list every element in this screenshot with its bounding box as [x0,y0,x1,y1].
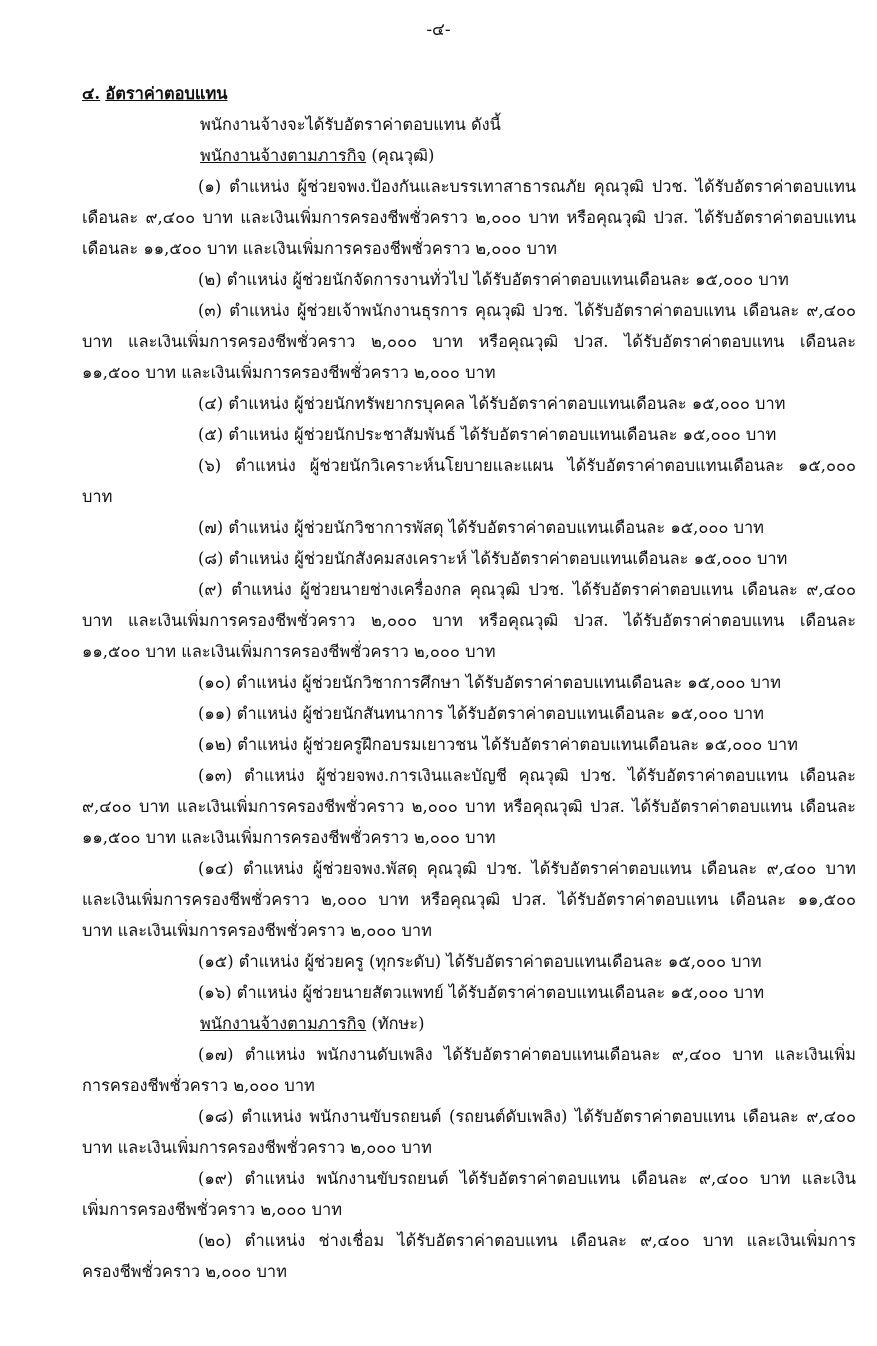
list-item [82,419,856,450]
list-item [82,543,856,574]
item-line: ครองชีพชั่วคราว ๒,๐๐๐ บาท [82,1262,287,1281]
list-item [82,512,856,543]
list-item [82,667,856,698]
list-item [82,977,856,1008]
list-item [82,295,856,388]
item-line: เพิ่มการครองชีพชั่วคราว ๒,๐๐๐ บาท [82,1200,343,1219]
list-item [82,388,856,419]
section-number: ๔. [82,84,101,103]
section-title: อัตราค่าตอบแทน [105,84,228,103]
item-line: บาท และเงินเพิ่มการครองชีพชั่วคราว ๒,๐๐๐ บาท หรือคุณวุฒิ ปวส. ได้รับอัตราค่าตอบแทน เดือนละ [82,611,856,630]
item-line: (๑๘) ตำแหน่ง พนักงานขับรถยนต์ (รถยนต์ดับเพลิง) ได้รับอัตราค่าตอบแทน เดือนละ ๙,๔๐๐ [198,1107,856,1126]
item-line: (๑) ตำแหน่ง ผู้ช่วยจพง.ป้องกันและบรรเทาสาธารณภัย คุณวุฒิ ปวช. ได้รับอัตราค่าตอบแทน [198,177,856,196]
item-line: (๒๐) ตำแหน่ง ช่างเชื่อม ได้รับอัตราค่าตอบแทน เดือนละ ๙,๔๐๐ บาท และเงินเพิ่มการ [198,1231,856,1250]
item-line: (๑๕) ตำแหน่ง ผู้ช่วยครู (ทุกระดับ) ได้รับอัตราค่าตอบแทนเดือนละ ๑๕,๐๐๐ บาท [198,952,762,971]
group-title: พนักงานจ้างตามภารกิจ [200,146,367,165]
item-line: (๑๙) ตำแหน่ง พนักงานขับรถยนต์ ได้รับอัตราค่าตอบแทน เดือนละ ๙,๔๐๐ บาท และเงิน [198,1169,856,1188]
list-item [82,946,856,977]
item-line: และเงินเพิ่มการครองชีพชั่วคราว ๒,๐๐๐ บาท หรือคุณวุฒิ ปวส. ได้รับอัตราค่าตอบแทน เดือนละ ๑๑,๕๐๐ [82,890,856,909]
group-title: พนักงานจ้างตามภารกิจ [200,1014,367,1033]
list-item [82,1225,856,1287]
item-line: (๑๒) ตำแหน่ง ผู้ช่วยครูฝึกอบรมเยาวชน ได้รับอัตราค่าตอบแทนเดือนละ ๑๕,๐๐๐ บาท [198,735,798,754]
list-item [82,574,856,667]
item-line: บาท [82,487,113,506]
document-body [82,78,856,1287]
page-number: -๔- [426,20,451,40]
item-line: ๙,๔๐๐ บาท และเงินเพิ่มการครองชีพชั่วคราว ๒,๐๐๐ บาท หรือคุณวุฒิ ปวส. ได้รับอัตราค่าตอบแทน เดือนละ [82,797,856,816]
item-line: (๕) ตำแหน่ง ผู้ช่วยนักประชาสัมพันธ์ ได้รับอัตราค่าตอบแทนเดือนละ ๑๕,๐๐๐ บาท [198,425,777,444]
item-line: (๓) ตำแหน่ง ผู้ช่วยเจ้าพนักงานธุรการ คุณวุฒิ ปวช. ได้รับอัตราค่าตอบแทน เดือนละ ๙,๔๐๐ [198,301,856,320]
item-line: (๑๐) ตำแหน่ง ผู้ช่วยนักวิชาการศึกษา ได้รับอัตราค่าตอบแทนเดือนละ ๑๕,๐๐๐ บาท [198,673,781,692]
list-item [82,729,856,760]
item-line: ๑๑,๕๐๐ บาท และเงินเพิ่มการครองชีพชั่วคราว ๒,๐๐๐ บาท [82,642,496,661]
item-line: (๘) ตำแหน่ง ผู้ช่วยนักสังคมสงเคราะห์ ได้รับอัตราค่าตอบแทนเดือนละ ๑๕,๐๐๐ บาท [198,549,788,568]
list-item [82,264,856,295]
item-line: บาท และเงินเพิ่มการครองชีพชั่วคราว ๒,๐๐๐ บาท [82,1138,432,1157]
item-list-qualification [82,171,856,1008]
item-line: เดือนละ ๑๑,๕๐๐ บาท และเงินเพิ่มการครองชีพชั่วคราว ๒,๐๐๐ บาท [82,239,557,258]
intro-text: พนักงานจ้างจะได้รับอัตราค่าตอบแทน ดังนี้ [200,115,501,134]
group-suffix: (คุณวุฒิ) [366,146,435,165]
item-line: (๑๖) ตำแหน่ง ผู้ช่วยนายสัตวแพทย์ ได้รับอัตราค่าตอบแทนเดือนละ ๑๕,๐๐๐ บาท [198,983,765,1002]
item-line: ๑๑,๕๐๐ บาท และเงินเพิ่มการครองชีพชั่วคราว ๒,๐๐๐ บาท [82,828,496,847]
list-item [82,1163,856,1225]
item-line: (๙) ตำแหน่ง ผู้ช่วยนายช่างเครื่องกล คุณวุฒิ ปวช. ได้รับอัตราค่าตอบแทน เดือนละ ๙,๔๐๐ [198,580,856,599]
list-item [82,1039,856,1101]
list-item [82,698,856,729]
list-item [82,853,856,946]
list-item [82,1101,856,1163]
group-heading-qualification [82,140,856,171]
item-list-skill [82,1039,856,1287]
section-heading [82,78,856,109]
item-line: (๑๗) ตำแหน่ง พนักงานดับเพลิง ได้รับอัตราค่าตอบแทนเดือนละ ๙,๔๐๐ บาท และเงินเพิ่ม [198,1045,856,1064]
group-heading-skill [82,1008,856,1039]
item-line: (๑๓) ตำแหน่ง ผู้ช่วยจพง.การเงินและบัญชี คุณวุฒิ ปวช. ได้รับอัตราค่าตอบแทน เดือนละ [198,766,856,785]
item-line: เดือนละ ๙,๔๐๐ บาท และเงินเพิ่มการครองชีพชั่วคราว ๒,๐๐๐ บาท หรือคุณวุฒิ ปวส. ได้รับอัตราค่าตอบแทน [82,208,856,227]
item-line: (๑๔) ตำแหน่ง ผู้ช่วยจพง.พัสดุ คุณวุฒิ ปวช. ได้รับอัตราค่าตอบแทน เดือนละ ๙,๔๐๐ บาท [198,859,856,878]
item-line: (๖) ตำแหน่ง ผู้ช่วยนักวิเคราะห์นโยบายและแผน ได้รับอัตราค่าตอบแทนเดือนละ ๑๕,๐๐๐ [198,456,856,475]
list-item [82,760,856,853]
item-line: (๒) ตำแหน่ง ผู้ช่วยนักจัดการงานทั่วไป ได้รับอัตราค่าตอบแทนเดือนละ ๑๕,๐๐๐ บาท [198,270,789,289]
item-line: ๑๑,๕๐๐ บาท และเงินเพิ่มการครองชีพชั่วคราว ๒,๐๐๐ บาท [82,363,496,382]
list-item [82,450,856,512]
item-line: (๔) ตำแหน่ง ผู้ช่วยนักทรัพยากรบุคคล ได้รับอัตราค่าตอบแทนเดือนละ ๑๕,๐๐๐ บาท [198,394,786,413]
item-line: บาท และเงินเพิ่มการครองชีพชั่วคราว ๒,๐๐๐ บาท [82,921,432,940]
item-line: (๗) ตำแหน่ง ผู้ช่วยนักวิชาการพัสดุ ได้รับอัตราค่าตอบแทนเดือนละ ๑๕,๐๐๐ บาท [198,518,764,537]
list-item [82,171,856,264]
item-line: บาท และเงินเพิ่มการครองชีพชั่วคราว ๒,๐๐๐ บาท หรือคุณวุฒิ ปวส. ได้รับอัตราค่าตอบแทน เดือนละ [82,332,856,351]
item-line: การครองชีพชั่วคราว ๒,๐๐๐ บาท [82,1076,315,1095]
group-suffix: (ทักษะ) [366,1014,425,1033]
item-line: (๑๑) ตำแหน่ง ผู้ช่วยนักสันทนาการ ได้รับอัตราค่าตอบแทนเดือนละ ๑๕,๐๐๐ บาท [198,704,764,723]
